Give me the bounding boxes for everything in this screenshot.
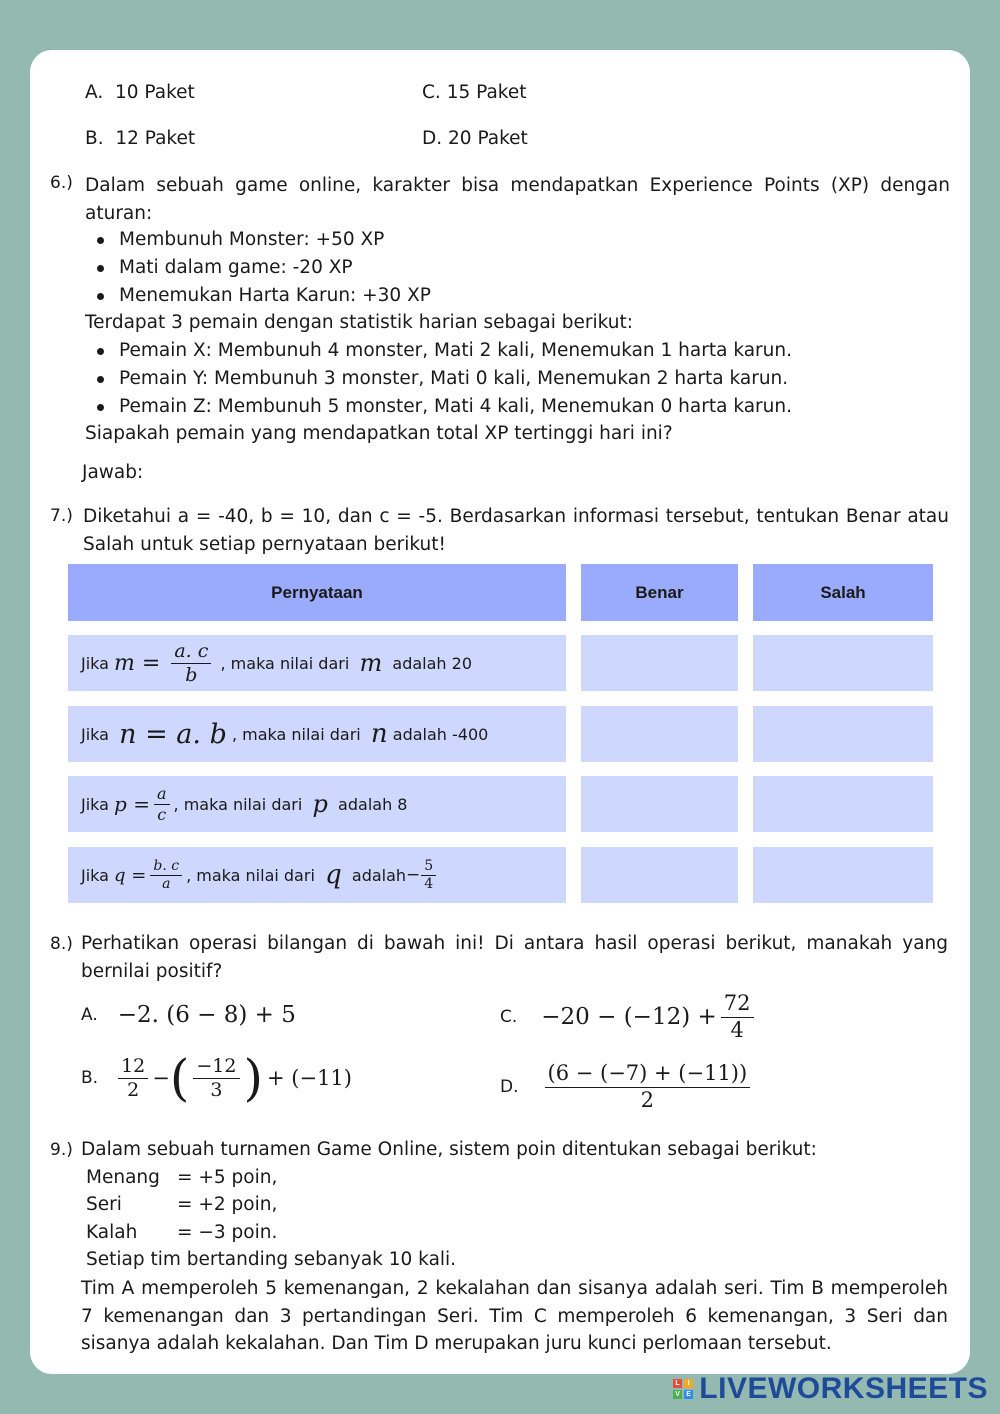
question-8-text: Perhatikan operasi bilangan di bawah ini! Di antara hasil operasi berikut, manakah yang bernilai positif? [81, 933, 948, 982]
liveworksheets-icon: L I V E [675, 1380, 692, 1398]
fraction: $\frac{(6 - (-7) + (-11))}{2}$ [545, 1061, 751, 1112]
header-true: Benar [581, 564, 738, 621]
true-cell-1[interactable] [581, 635, 738, 691]
liveworksheets-logo [673, 1372, 988, 1406]
header-false: Salah [753, 564, 933, 621]
fraction: $\frac{5}{4}$ [421, 858, 436, 893]
true-cell-2[interactable] [581, 706, 738, 762]
point-name-lose: Kalah [86, 1222, 138, 1243]
q8-option-b: B. $\frac{12}{2}$ − ( $\frac{-12}{3}$ ) + (−11) [81, 1049, 352, 1107]
point-value-lose: = −3 poin. [177, 1222, 278, 1243]
q5-option-b: B. 12 Paket [85, 128, 196, 149]
fraction: $\frac{a}{c}$ [154, 784, 170, 823]
true-cell-4[interactable] [581, 847, 738, 903]
question-9-paragraph: Tim A memperoleh 5 kemenangan, 2 kekalahan dan sisanya adalah seri. Tim B memperoleh 7 kemenangan dan 3 pertandingan Seri. Tim C memperoleh 6 kemenangan, 3 Seri dan sisanya adalah kekalahan. Dan Tim D merupakan juru kunci perlomaan tersebut. [81, 1278, 948, 1354]
answer-label: Jawab: [82, 462, 144, 483]
list-item: Pemain Y: Membunuh 3 monster, Mati 0 kali, Menemukan 2 harta karun. [85, 365, 792, 393]
fraction: $\frac{72}{4}$ [721, 991, 754, 1042]
false-cell-3[interactable] [753, 776, 933, 832]
point-name-draw: Seri [86, 1194, 122, 1215]
list-item: Membunuh Monster: +50 XP [85, 226, 431, 254]
header-statement: Pernyataan [68, 564, 566, 621]
q5-option-c: C. 15 Paket [422, 82, 527, 103]
question-7-number: 7.) [50, 506, 73, 526]
brand-name: LIVEWORKSHEETS [699, 1372, 988, 1405]
question-8-number: 8.) [50, 934, 73, 954]
question-6-intro: Dalam sebuah game online, karakter bisa mendapatkan Experience Points (XP) dengan aturan: [85, 175, 950, 224]
list-item: Pemain Z: Membunuh 5 monster, Mati 4 kali, Menemukan 0 harta karun. [85, 393, 792, 421]
question-6-players [85, 337, 792, 421]
fraction: $\frac{b. c}{a}$ [150, 858, 182, 893]
statement-3: Jika p = $\frac{a}{c}$ , maka nilai dari p adalah 8 [81, 784, 408, 824]
statement-4: Jika q = $\frac{b. c}{a}$ , maka nilai dari q adalah − $\frac{5}{4}$ [81, 847, 440, 903]
fraction: $\frac{a. c}{b}$ [171, 640, 211, 687]
fraction: $\frac{12}{2}$ [118, 1055, 148, 1102]
list-item: Menemukan Harta Karun: +30 XP [85, 282, 431, 310]
question-9-matches: Setiap tim bertanding sebanyak 10 kali. [86, 1249, 457, 1270]
question-6-rules [85, 226, 431, 310]
q8-option-c: C. −20 − (−12) + $\frac{72}{4}$ [500, 987, 758, 1047]
true-cell-3[interactable] [581, 776, 738, 832]
question-6-stats-intro: Terdapat 3 pemain dengan statistik harian sebagai berikut: [85, 312, 633, 333]
false-cell-2[interactable] [753, 706, 933, 762]
question-6-question: Siapakah pemain yang mendapatkan total XP tertinggi hari ini? [85, 423, 673, 444]
point-name-win: Menang [86, 1167, 160, 1188]
question-6-number: 6.) [50, 173, 73, 193]
false-cell-4[interactable] [753, 847, 933, 903]
question-9-number: 9.) [50, 1140, 73, 1160]
q5-option-d: D. 20 Paket [422, 128, 528, 149]
q8-option-d: D. $\frac{(6 - (-7) + (-11))}{2}$ [500, 1054, 754, 1120]
statement-2: Jika n = a. b , maka nilai dari n adalah -400 [81, 718, 489, 750]
false-cell-1[interactable] [753, 635, 933, 691]
question-9-intro: Dalam sebuah turnamen Game Online, sistem poin ditentukan sebagai berikut: [81, 1139, 817, 1160]
point-value-win: = +5 poin, [177, 1167, 278, 1188]
fraction: $\frac{-12}{3}$ [193, 1055, 239, 1102]
list-item: Pemain X: Membunuh 4 monster, Mati 2 kali, Menemukan 1 harta karun. [85, 337, 792, 365]
statement-1: Jika m = $\frac{a. c}{b}$ , maka nilai dari m adalah 20 [81, 639, 473, 686]
question-7-text: Diketahui a = -40, b = 10, dan c = -5. Berdasarkan informasi tersebut, tentukan Benar atau Salah untuk setiap pernyataan berikut! [83, 506, 949, 555]
point-value-draw: = +2 poin, [177, 1194, 278, 1215]
q8-option-a: A. −2. (6 − 8) + 5 [81, 1002, 296, 1028]
q5-option-a: A. 10 Paket [85, 82, 195, 103]
list-item: Mati dalam game: -20 XP [85, 254, 431, 282]
